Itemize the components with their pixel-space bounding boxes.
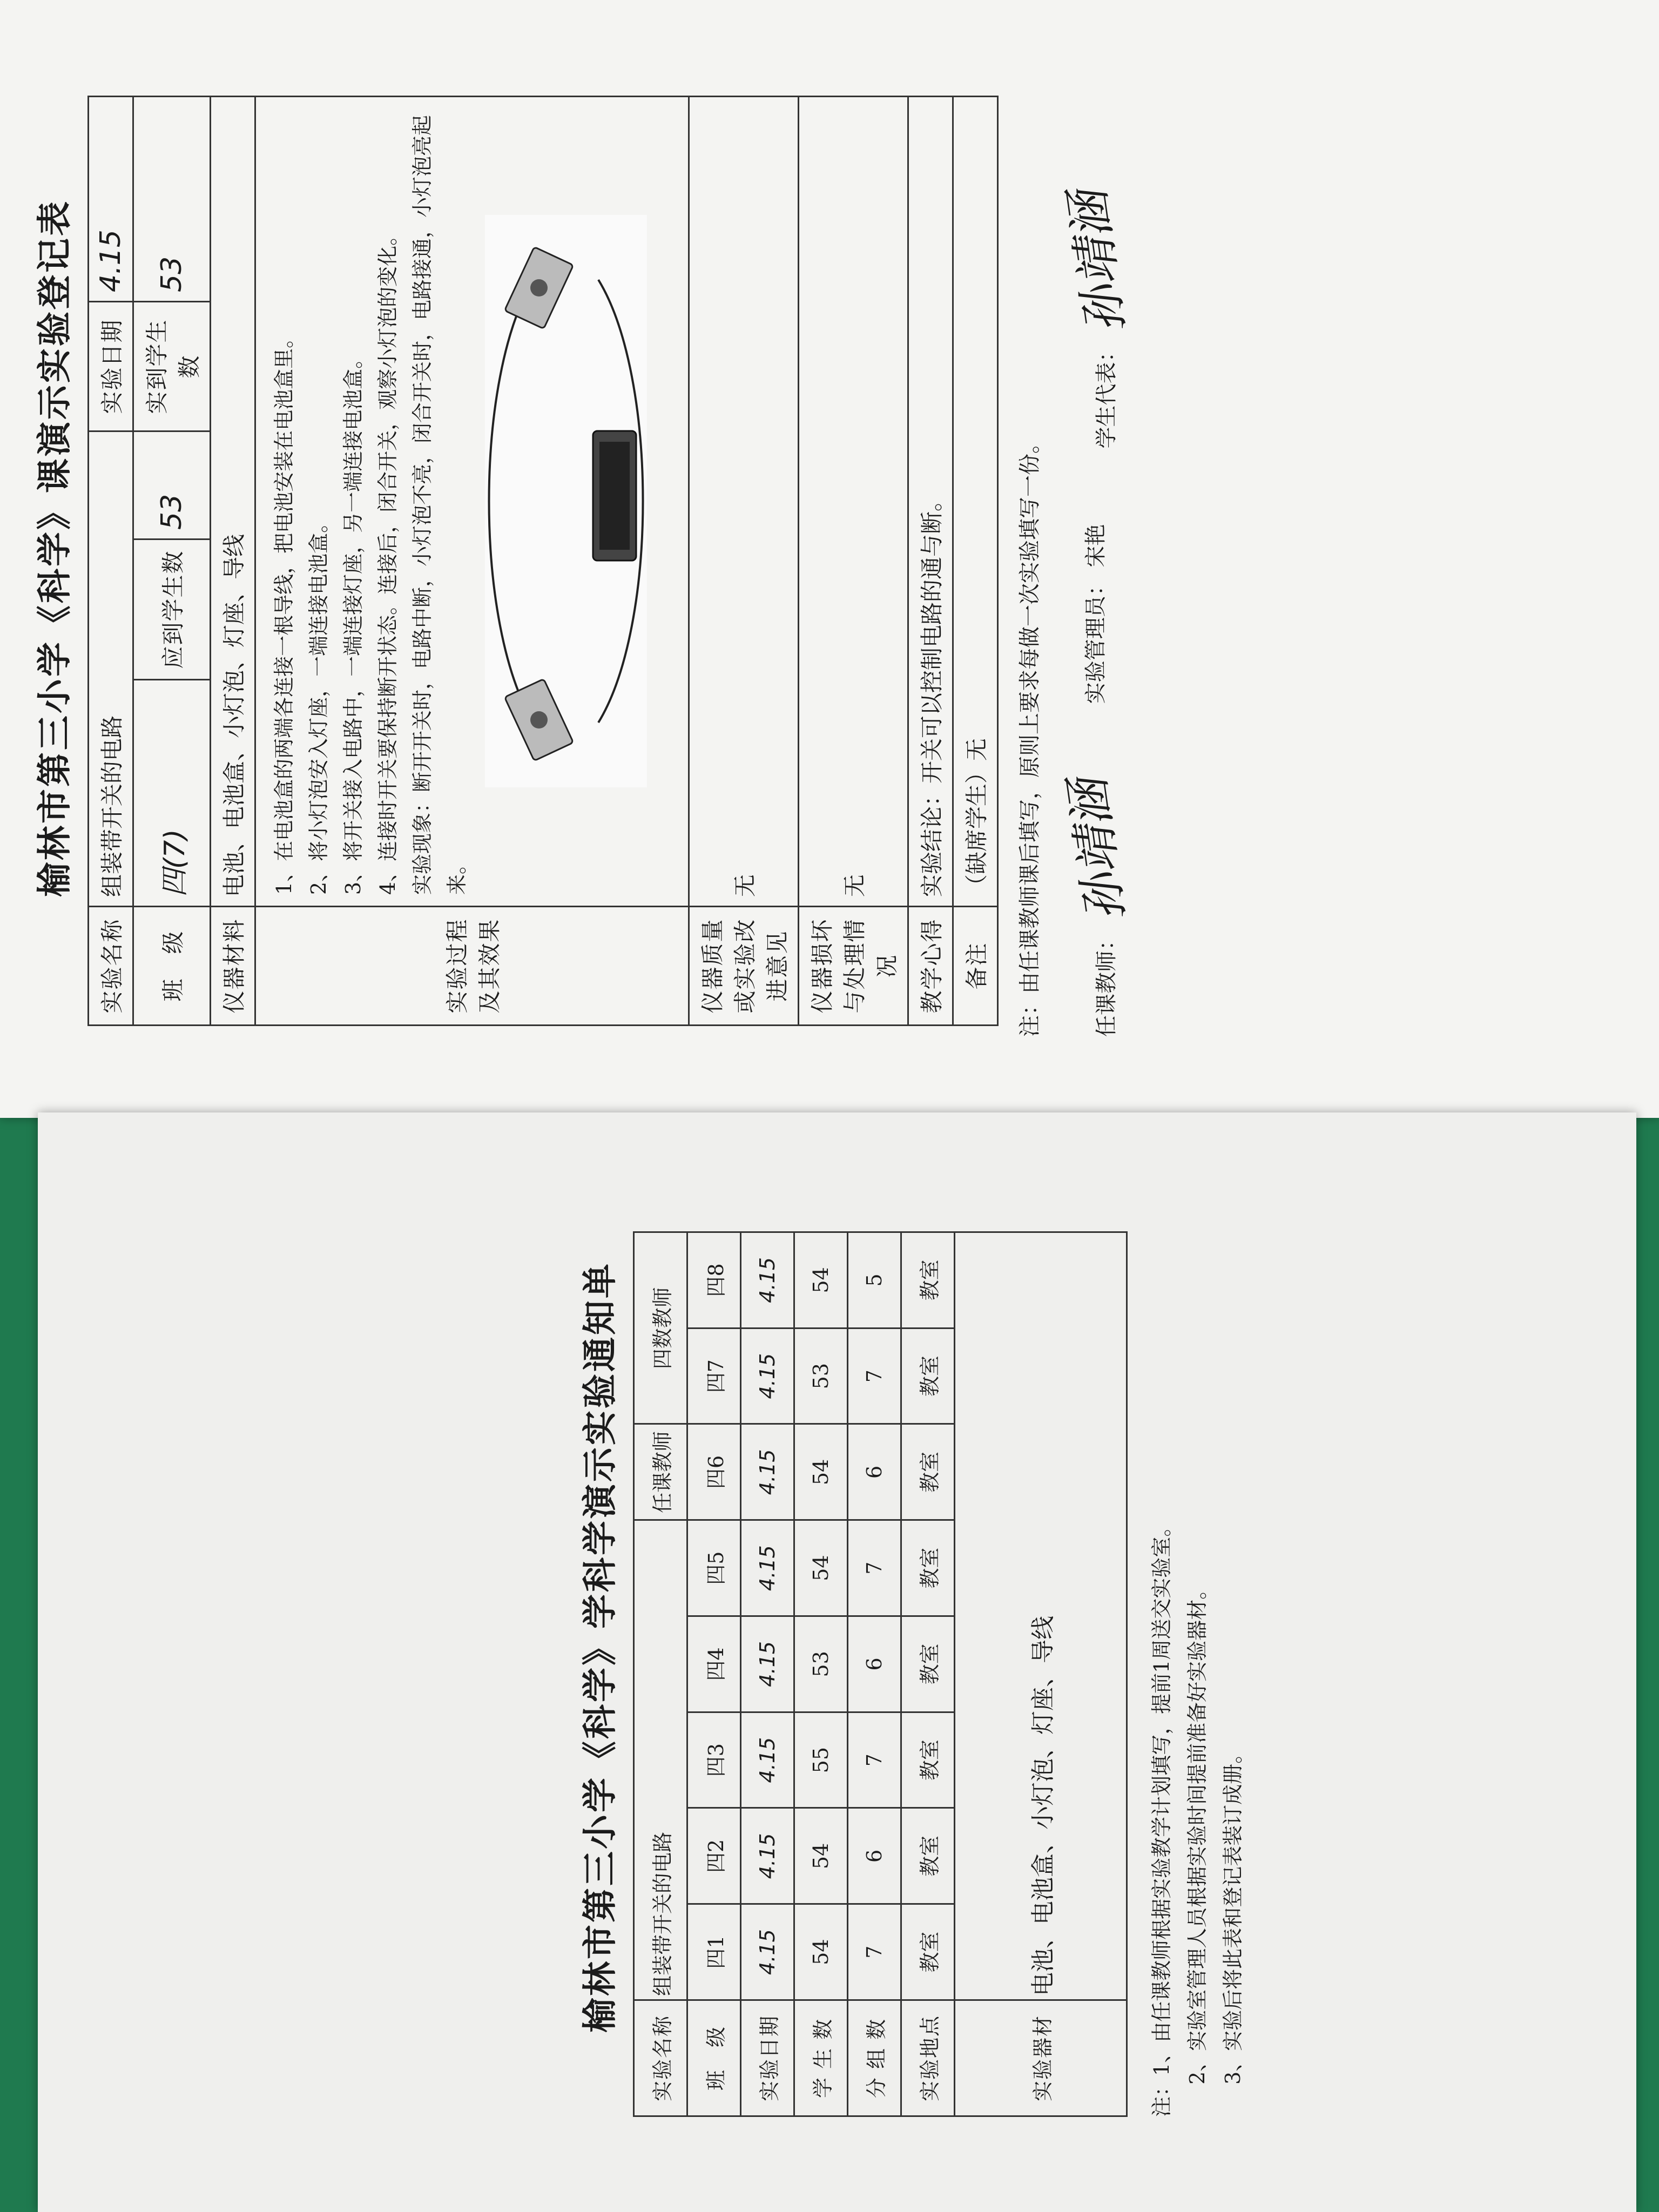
- notice-note-item: 2、实验室管理人员根据实验时间提前准备好实验器材。: [1185, 1579, 1209, 2085]
- form-title: 榆林市第三小学《科学》课演示实验登记表: [35, 199, 75, 897]
- notice-equipment: 电池、电池盒、小灯泡、灯座、导线: [955, 1232, 1127, 2000]
- notice-groups-cell: 7: [848, 1712, 901, 1808]
- label-remarks: 备注: [953, 907, 998, 1026]
- notice-students-cell: 53: [794, 1616, 848, 1712]
- value-experiment-date: 4.15: [89, 97, 133, 302]
- value-materials: 电池、电池盒、小灯泡、灯座、导线: [211, 97, 255, 907]
- notice-label-location: 实验地点: [901, 2000, 955, 2116]
- notice-groups-cell: 5: [848, 1232, 901, 1328]
- step-item: 2、将小灯泡安入灯座，一端连接电池盒。: [307, 512, 331, 895]
- notice-label-class: 班 级: [687, 2000, 741, 2116]
- label-process: 实验过程及其效果: [255, 907, 689, 1026]
- label-quality: 仪器质量或实验改进意见: [689, 907, 799, 1026]
- notice-class-cell: 四3: [687, 1712, 741, 1808]
- notice-date-cell: 4.15: [741, 1520, 794, 1616]
- notice-class-cell: 四4: [687, 1616, 741, 1712]
- notice-groups-cell: 6: [848, 1424, 901, 1520]
- signature-row: [1060, 22, 1135, 1037]
- value-teaching: 实验结论：开关可以控制电路的通与断。: [908, 97, 953, 907]
- notice-note-item: 注：1、由任课教师根据实验教学计划填写，提前1周送交实验室。: [1150, 1516, 1174, 2117]
- circuit-drawing: [485, 108, 647, 895]
- label-experiment-name: 实验名称: [89, 907, 133, 1026]
- registration-table: [87, 96, 999, 1026]
- notice-label-equipment: 实验器材: [955, 2000, 1127, 2116]
- notice-date-cell: 4.15: [741, 1904, 794, 2000]
- notice-students-cell: 54: [794, 1904, 848, 2000]
- admin-signoff: [1078, 524, 1109, 704]
- label-class: 班 级: [133, 907, 211, 1026]
- notice-date-cell: 4.15: [741, 1616, 794, 1712]
- value-expected-students: 53: [133, 431, 211, 539]
- notice-notes: [1144, 1112, 1251, 2117]
- step-observation: 实验现象：断开开关时，电路中断，小灯泡不亮，闭合开关时，电路接通，小灯泡亮起来。: [410, 114, 469, 895]
- notice-location-cell: 教室: [901, 1904, 955, 2000]
- notice-students-cell: 54: [794, 1520, 848, 1616]
- notice-teacher-value: 四数教师: [634, 1232, 687, 1425]
- admin-name: 宋艳: [1083, 524, 1108, 568]
- label-damage: 仪器损坏与处理情况: [799, 907, 908, 1026]
- notice-groups-cell: 6: [848, 1616, 901, 1712]
- experiment-registration-form: [22, 22, 1480, 1075]
- value-experiment-name: 组装带开关的电路: [89, 431, 133, 907]
- student-rep-label: 学生代表：: [1094, 340, 1119, 449]
- step-item: 4、连接时开关要保持断开状态。连接后，闭合开关，观察小灯泡的变化。: [376, 225, 400, 895]
- notice-location-cell: 教室: [901, 1712, 955, 1808]
- notice-students-cell: 54: [794, 1808, 848, 1904]
- notice-label-groups: 分 组 数: [848, 2000, 901, 2116]
- teacher-signature: 孙靖涵: [1060, 775, 1135, 925]
- notice-groups-cell: 6: [848, 1808, 901, 1904]
- label-teaching: 教学心得: [908, 907, 953, 1026]
- notice-note-item: 3、实验后将此表和登记表装订成册。: [1221, 1743, 1245, 2085]
- teacher-signoff: [1060, 775, 1135, 1037]
- notice-table: [633, 1231, 1128, 2117]
- notice-location-cell: 教室: [901, 1328, 955, 1424]
- notice-class-cell: 四8: [687, 1232, 741, 1328]
- notice-groups-cell: 7: [848, 1328, 901, 1424]
- notice-class-cell: 四5: [687, 1520, 741, 1616]
- label-actual-students: 实到学生数: [133, 302, 211, 431]
- notice-location-cell: 教室: [901, 1232, 955, 1328]
- notice-date-cell: 4.15: [741, 1808, 794, 1904]
- student-rep-signoff: [1060, 187, 1135, 449]
- circuit-sketch-icon: [485, 215, 647, 788]
- form-note: 注：由任课教师课后填写，原则上要求每做一次实验填写一份。: [1017, 432, 1042, 1037]
- value-damage: 无: [799, 97, 908, 907]
- notice-groups-cell: 7: [848, 1520, 901, 1616]
- notice-label-date: 实验日期: [741, 2000, 794, 2116]
- label-materials: 仪器材料: [211, 907, 255, 1026]
- value-quality: 无: [689, 97, 799, 907]
- notice-students-cell: 54: [794, 1424, 848, 1520]
- notice-experiment-name: 组装带开关的电路: [634, 1520, 687, 2000]
- notice-title: 榆林市第三小学《科学》学科学演示实验通知单: [580, 1262, 621, 2033]
- label-expected-students: 应到学生数: [133, 539, 211, 680]
- experiment-notice-form: [567, 1112, 1410, 2182]
- notice-class-cell: 四2: [687, 1808, 741, 1904]
- notice-class-cell: 四6: [687, 1424, 741, 1520]
- value-actual-students: 53: [133, 97, 211, 302]
- step-item: 3、将开关接入电路中，一端连接灯座，另一端连接电池盒。: [341, 348, 365, 895]
- notice-location-cell: 教室: [901, 1520, 955, 1616]
- student-rep-signature: 孙靖涵: [1060, 187, 1135, 336]
- admin-label: 实验管理员：: [1083, 574, 1108, 704]
- notice-label-students: 学 生 数: [794, 2000, 848, 2116]
- notice-date-cell: 4.15: [741, 1712, 794, 1808]
- notice-location-cell: 教室: [901, 1424, 955, 1520]
- process-cell: [255, 97, 689, 907]
- notice-students-cell: 54: [794, 1232, 848, 1328]
- notice-date-cell: 4.15: [741, 1328, 794, 1424]
- notice-class-cell: 四1: [687, 1904, 741, 2000]
- notice-label-experiment-name: 实验名称: [634, 2000, 687, 2116]
- teacher-label: 任课教师：: [1094, 929, 1119, 1037]
- notice-location-cell: 教室: [901, 1808, 955, 1904]
- notice-students-cell: 55: [794, 1712, 848, 1808]
- notice-students-cell: 53: [794, 1328, 848, 1424]
- label-experiment-date: 实验日期: [89, 302, 133, 431]
- value-remarks: （缺席学生）无: [953, 97, 998, 907]
- notice-label-teacher: 任课教师: [634, 1424, 687, 1520]
- notice-date-cell: 4.15: [741, 1232, 794, 1328]
- step-item: 1、在电池盒的两端各连接一根导线，把电池安装在电池盒里。: [272, 327, 296, 895]
- notice-location-cell: 教室: [901, 1616, 955, 1712]
- notice-class-cell: 四7: [687, 1328, 741, 1424]
- value-class: 四(7): [133, 680, 211, 907]
- notice-groups-cell: 7: [848, 1904, 901, 2000]
- notice-date-cell: 4.15: [741, 1424, 794, 1520]
